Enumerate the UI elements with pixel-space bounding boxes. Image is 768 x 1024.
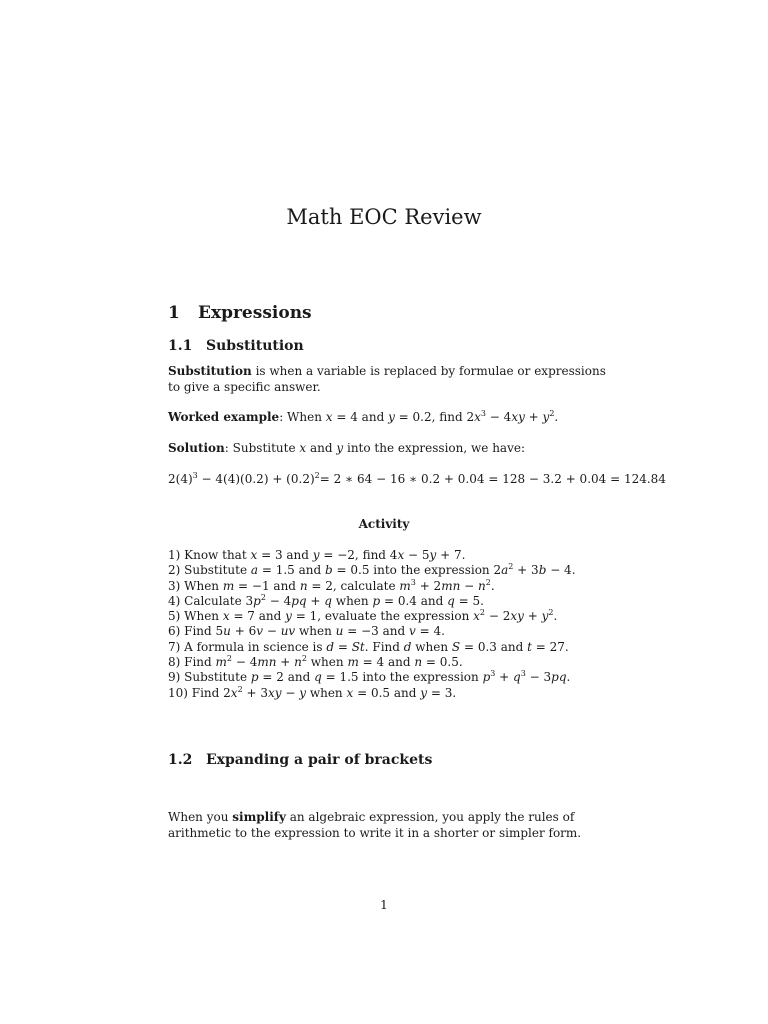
definition-paragraph bbox=[168, 363, 608, 395]
worked-example-label: Worked example bbox=[168, 410, 280, 424]
definition-text: is when a variable is replaced by formulae or expressions to give a specific answer. bbox=[168, 364, 606, 394]
section-number: 1 bbox=[168, 303, 180, 323]
activity-item: 3) When m = −1 and n = 2, calculate $m^3 + 2mn - n^2$. bbox=[168, 577, 495, 593]
activity-item: 4) Calculate $3p^2 - 4pq + q$ when p = 0.4 and q = 5. bbox=[168, 592, 484, 608]
activity-item: 7) A formula in science is d = St. Find d when S = 0.3 and t = 27. bbox=[168, 639, 569, 654]
section-title: Expressions bbox=[198, 303, 312, 323]
worked-example-paragraph bbox=[168, 409, 608, 425]
solution-text: : Substitute bbox=[224, 441, 300, 455]
activity-item: 9) Substitute p = 2 and q = 1.5 into the expression $p^3 + q^3 - 3pq$. bbox=[168, 669, 571, 685]
definition-term: Substitution bbox=[168, 364, 252, 378]
activity-item: 1) Know that x = 3 and y = −2, find 4x − 5y + 7. bbox=[168, 548, 466, 562]
subsection-title: Substitution bbox=[206, 338, 304, 354]
subsection-heading-substitution bbox=[168, 338, 304, 354]
subsection-heading-expanding-brackets bbox=[168, 752, 432, 768]
activity-heading: Activity bbox=[358, 517, 410, 531]
activity-item: 2) Substitute a = 1.5 and b = 0.5 into the expression $2a^2 + 3b - 4$. bbox=[168, 562, 576, 578]
page-number: 1 bbox=[380, 898, 388, 912]
activity-list bbox=[168, 548, 608, 701]
activity-item: 8) Find $m^2 - 4mn + n^2$ when m = 4 and n = 0.5. bbox=[168, 654, 463, 670]
subsection-title: Expanding a pair of brackets bbox=[206, 752, 433, 768]
document-title: Math EOC Review bbox=[286, 205, 482, 229]
activity-item: 5) When x = 7 and y = 1, evaluate the expression $x^2 - 2xy + y^2$. bbox=[168, 608, 558, 624]
worked-example-text: : When bbox=[279, 410, 326, 424]
subsection-number: 1.2 bbox=[168, 752, 193, 768]
simplify-paragraph bbox=[168, 809, 608, 841]
worked-example-math: x = 4 and y = 0.2, find $2x^3 - 4xy + y^2$. bbox=[325, 409, 559, 424]
solution-label: Solution bbox=[168, 441, 225, 455]
section-heading-expressions bbox=[168, 303, 312, 323]
solution-equation: $2(4)^3 - 4(4)(0.2) + (0.2)^2= 2$ ∗ 64 − 16 ∗ 0.2 + 0.04 = 128 − 3.2 + 0.04 = 124.84 bbox=[168, 471, 666, 486]
solution-math: x and y into the expression, we have: bbox=[299, 441, 525, 455]
simplify-term: simplify bbox=[232, 810, 286, 824]
simplify-text-rest: an algebraic expression, you apply the rules of arithmetic to the expression to write it in a shorter or simpler form. bbox=[168, 810, 582, 840]
activity-item: 6) Find 5u + 6v − uv when u = −3 and v = 4. bbox=[168, 624, 445, 639]
solution-paragraph bbox=[168, 440, 608, 456]
simplify-text-start: When you bbox=[168, 810, 233, 824]
activity-item: 10) Find $2x^2 + 3xy - y$ when x = 0.5 and y = 3. bbox=[168, 684, 457, 700]
subsection-number: 1.1 bbox=[168, 338, 193, 354]
